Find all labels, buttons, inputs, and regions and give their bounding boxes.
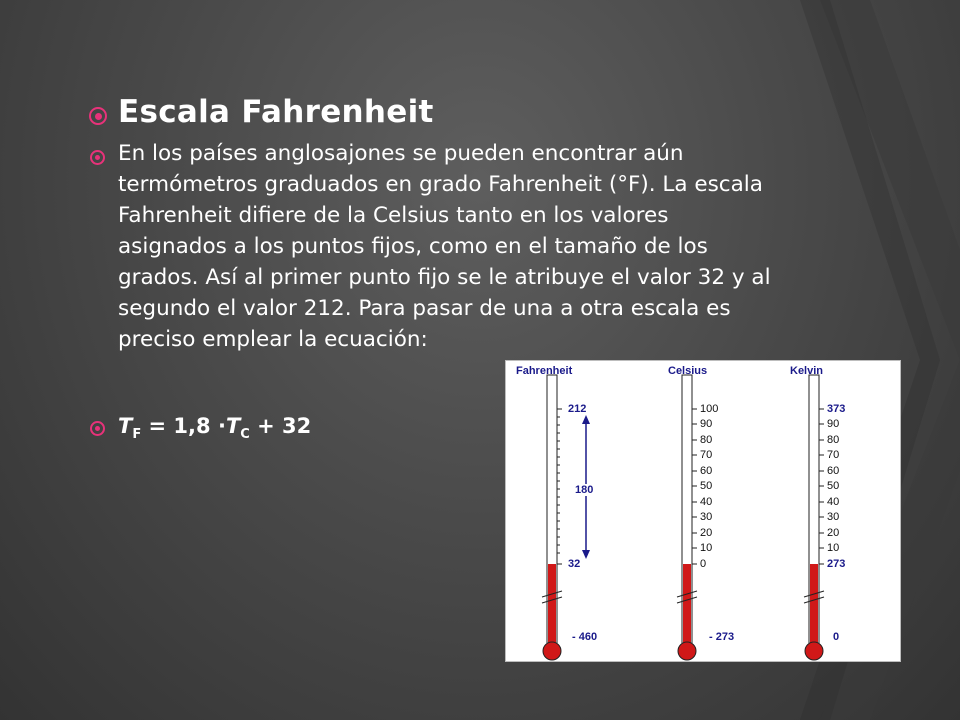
fahrenheit-absolute-zero-label: - 460 xyxy=(572,631,598,643)
celsius-tick-label: 80 xyxy=(700,434,713,446)
kelvin-tick-label: 30 xyxy=(827,511,840,523)
fahrenheit-thermometer xyxy=(542,375,590,660)
paragraph-line: segundo el valor 212. Para pasar de una a otra escala es xyxy=(118,296,731,321)
celsius-tick-label: 90 xyxy=(700,418,713,430)
celsius-tick-label: 10 xyxy=(700,542,713,554)
slide-paragraph xyxy=(118,138,818,355)
celsius-tick-label: 30 xyxy=(700,511,713,523)
fahrenheit-freezing-label: 32 xyxy=(568,558,581,570)
slide-heading: Escala Fahrenheit xyxy=(118,94,434,130)
kelvin-tick-label: 60 xyxy=(827,465,840,477)
celsius-absolute-zero-label: - 273 xyxy=(709,631,735,643)
celsius-tick-label: 60 xyxy=(700,465,713,477)
paragraph-line: Fahrenheit difiere de la Celsius tanto en los valores xyxy=(118,203,669,228)
kelvin-absolute-zero-label: 0 xyxy=(833,631,840,643)
fahrenheit-label: Fahrenheit xyxy=(516,365,573,377)
celsius-tick-label: 50 xyxy=(700,480,713,492)
paragraph-line: En los países anglosajones se pueden encontrar aún xyxy=(118,141,684,166)
paragraph-line: asignados a los puntos fijos, como en el tamaño de los xyxy=(118,234,708,259)
paragraph-bullet-icon xyxy=(90,150,105,165)
kelvin-tick-label: 90 xyxy=(827,418,840,430)
celsius-tick-label: 100 xyxy=(700,403,719,415)
paragraph-line: grados. Así al primer punto fijo se le atribuye el valor 32 y al xyxy=(118,265,771,290)
kelvin-label: Kelvin xyxy=(790,365,824,377)
kelvin-tick-label: 40 xyxy=(827,496,840,508)
paragraph-line: preciso emplear la ecuación: xyxy=(118,327,428,352)
formula-bullet-icon xyxy=(90,421,105,436)
kelvin-tick-label: 373 xyxy=(827,403,846,415)
kelvin-tick-label: 10 xyxy=(827,542,840,554)
kelvin-tick-label: 50 xyxy=(827,480,840,492)
celsius-label: Celsius xyxy=(668,365,708,377)
fahrenheit-boiling-label: 212 xyxy=(568,403,587,415)
thermometer-comparison-figure xyxy=(505,360,901,662)
kelvin-tick-label: 20 xyxy=(827,527,840,539)
kelvin-thermometer xyxy=(804,375,824,660)
celsius-tick-label: 0 xyxy=(700,558,707,570)
celsius-thermometer xyxy=(677,375,697,660)
kelvin-tick-label: 80 xyxy=(827,434,840,446)
celsius-tick-label: 70 xyxy=(700,449,713,461)
paragraph-line: termómetros graduados en grado Fahrenheit (°F). La escala xyxy=(118,172,763,197)
celsius-tick-label: 40 xyxy=(700,496,713,508)
conversion-formula: $T_F = 1,8 \cdot T_C + 32$ xyxy=(118,414,312,443)
heading-bullet-icon xyxy=(89,107,107,125)
kelvin-tick-label: 273 xyxy=(827,558,846,570)
fahrenheit-span-label: 180 xyxy=(575,484,594,496)
celsius-tick-label: 20 xyxy=(700,527,713,539)
kelvin-tick-label: 70 xyxy=(827,449,840,461)
